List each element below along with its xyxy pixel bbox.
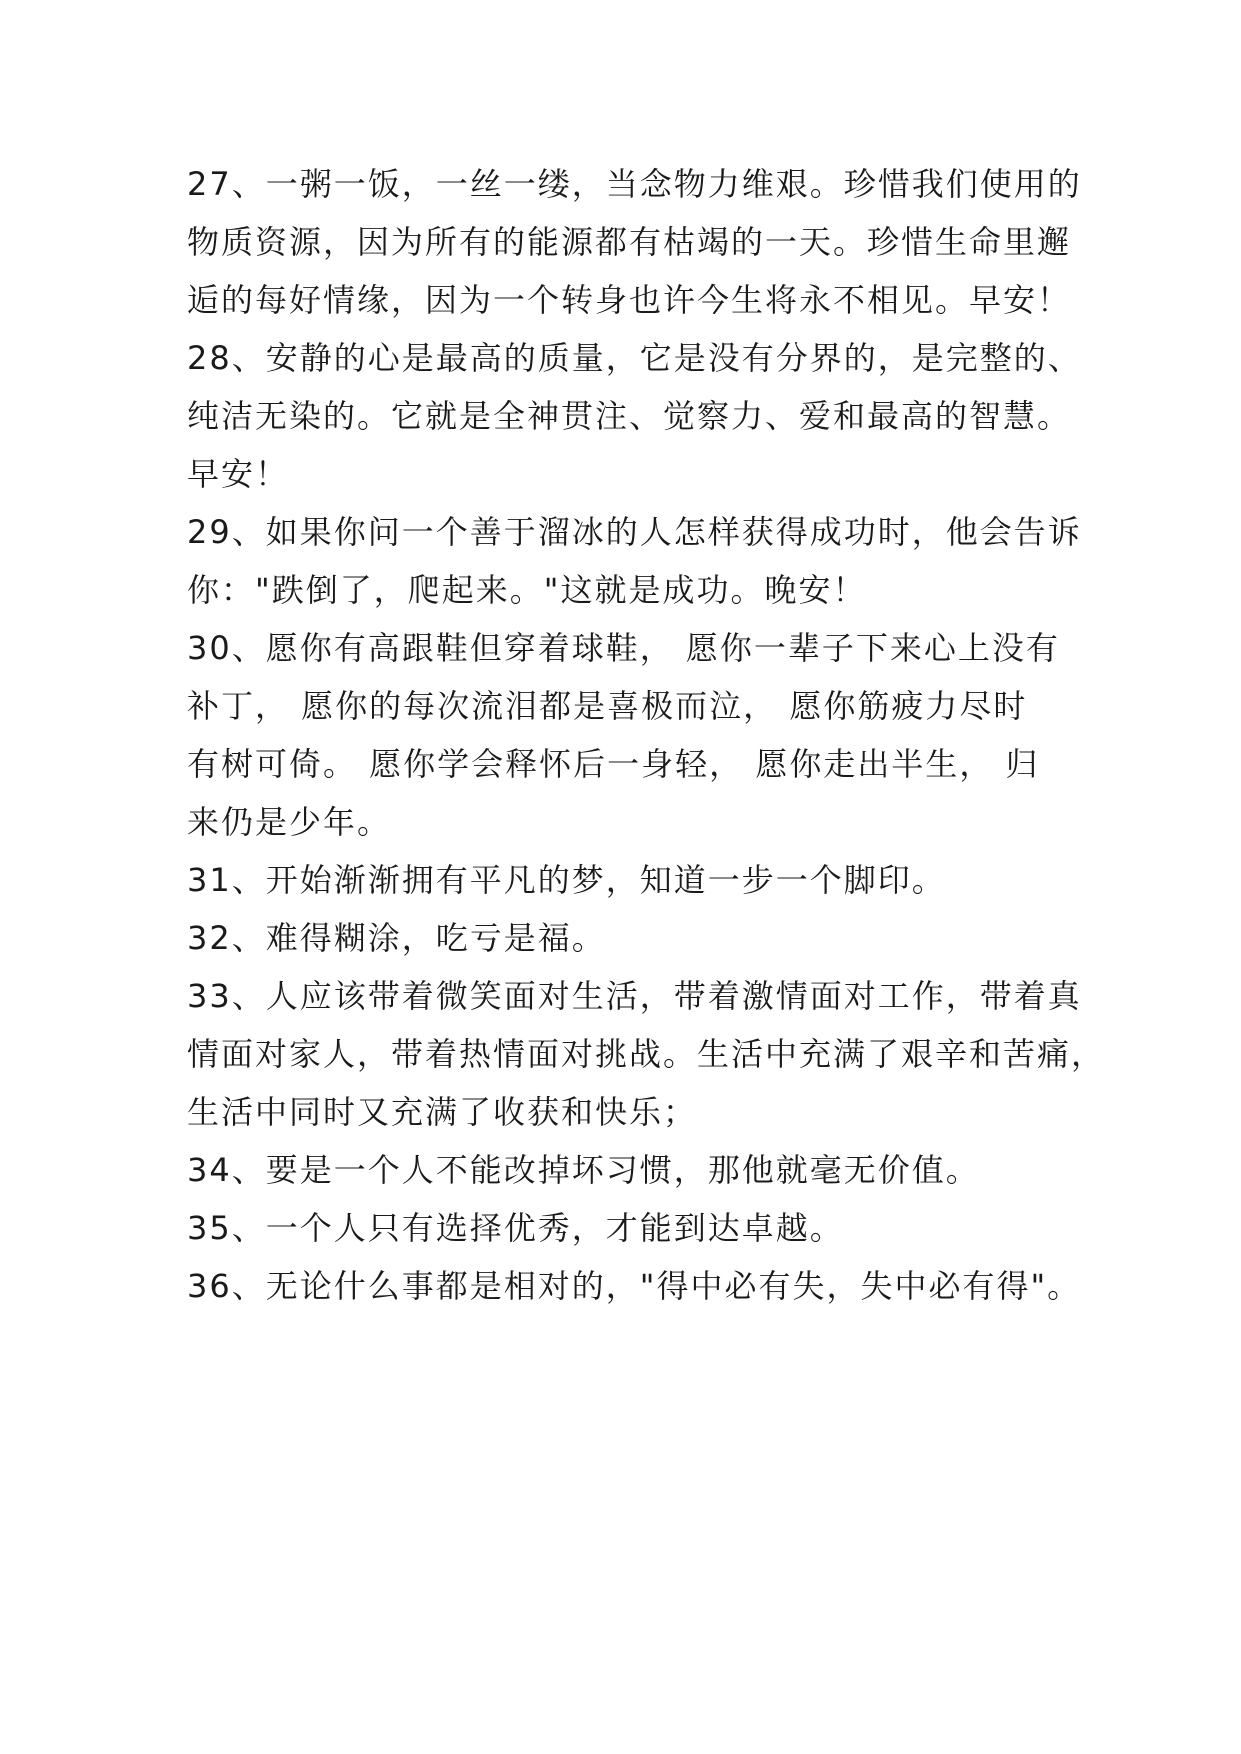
- text-line: 34、要是一个人不能改掉坏习惯，那他就毫无价值。: [187, 1151, 980, 1189]
- text-line: 来仍是少年。: [187, 803, 392, 841]
- text-line: 33、人应该带着微笑面对生活，带着激情面对工作，带着真: [187, 977, 1082, 1015]
- text-line: 29、如果你问一个善于溜冰的人怎样获得成功时，他会告诉: [187, 513, 1082, 551]
- text-line: 27、一粥一饭，一丝一缕，当念物力维艰。珍惜我们使用的: [187, 165, 1082, 203]
- text-line: 补丁， 愿你的每次流泪都是喜极而泣， 愿你筋疲力尽时: [187, 687, 1028, 725]
- text-line: 你："跌倒了，爬起来。"这就是成功。晚安！: [187, 571, 867, 609]
- text-line: 28、安静的心是最高的质量，它是没有分界的，是完整的、: [187, 339, 1082, 377]
- text-line: 32、难得糊涂，吃亏是福。: [187, 919, 606, 957]
- text-line: 有树可倚。 愿你学会释怀后一身轻， 愿你走出半生， 归: [187, 745, 1040, 783]
- text-line: 纯洁无染的。它就是全神贯注、觉察力、爱和最高的智慧。: [187, 397, 1072, 435]
- text-line: 36、无论什么事都是相对的，"得中必有失，失中必有得"。: [187, 1267, 1082, 1305]
- text-line: 31、开始渐渐拥有平凡的梦，知道一步一个脚印。: [187, 861, 946, 899]
- text-line: 情面对家人，带着热情面对挑战。生活中充满了艰辛和苦痛，: [187, 1035, 1106, 1073]
- text-line: 逅的每好情缘，因为一个转身也许今生将永不相见。早安！: [187, 281, 1072, 319]
- text-line: 30、愿你有高跟鞋但穿着球鞋， 愿你一辈子下来心上没有: [187, 629, 1060, 667]
- text-line: 物质资源，因为所有的能源都有枯竭的一天。珍惜生命里邂: [187, 223, 1072, 261]
- text-line: 早安！: [187, 455, 290, 493]
- text-line: 35、一个人只有选择优秀，才能到达卓越。: [187, 1209, 844, 1247]
- text-line: 生活中同时又充满了收获和快乐；: [187, 1093, 698, 1131]
- document-body: [187, 155, 1106, 1315]
